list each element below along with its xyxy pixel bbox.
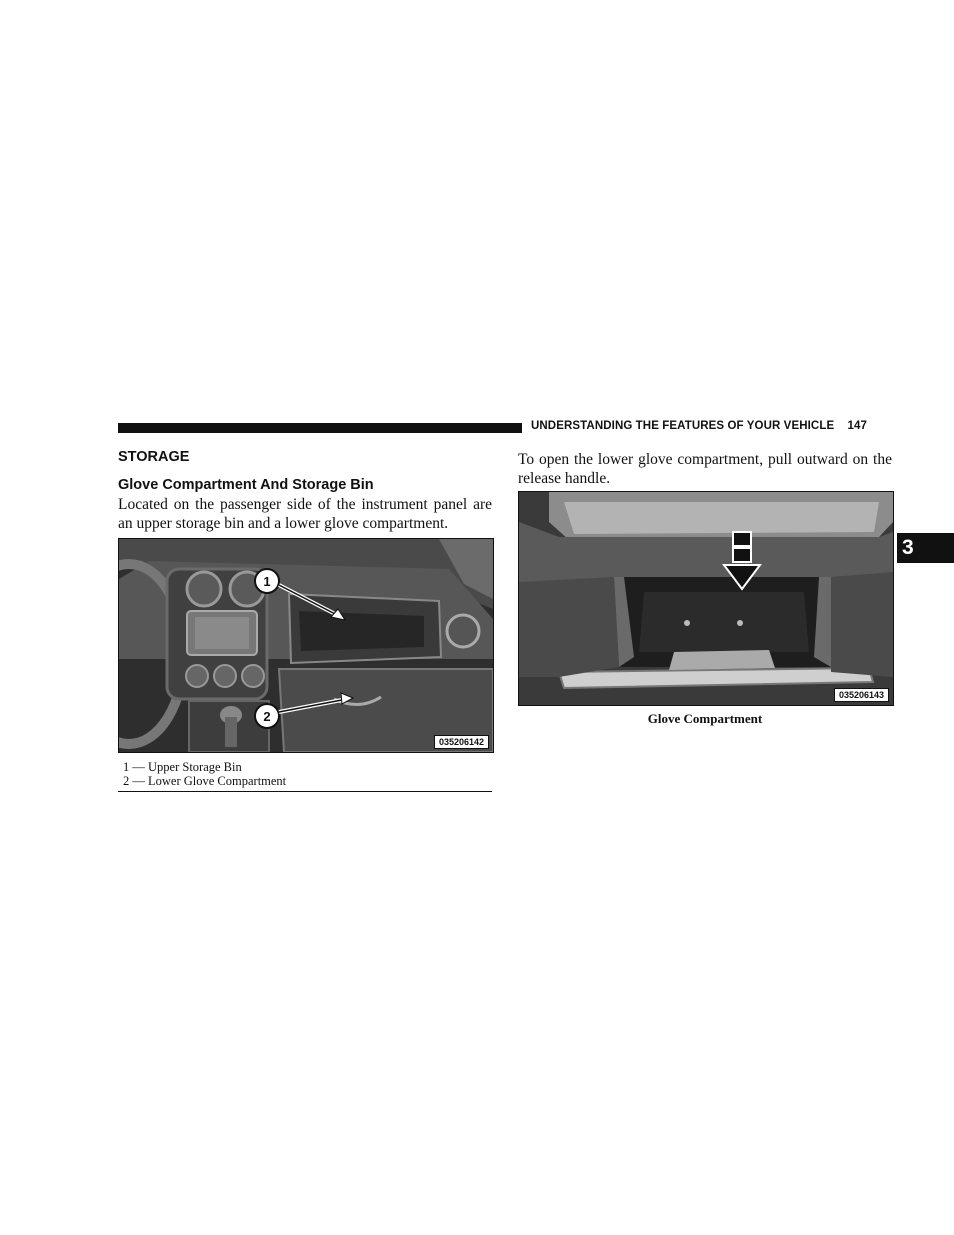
- figure-code: 035206142: [434, 735, 489, 749]
- header-rule: [118, 423, 522, 433]
- header-section-title: UNDERSTANDING THE FEATURES OF YOUR VEHICLE: [531, 420, 835, 432]
- callout-1: 1: [263, 574, 271, 589]
- legend-item: 2 — Lower Glove Compartment: [123, 774, 287, 788]
- instrument-panel-figure: [118, 538, 494, 753]
- section-heading: STORAGE: [118, 449, 190, 465]
- callout-2: 2: [263, 709, 271, 724]
- chapter-tab: 3: [897, 533, 954, 563]
- page-number: 147: [847, 420, 868, 432]
- paragraph-right: To open the lower glove compartment, pull outward on the release handle.: [518, 451, 892, 487]
- figure-legend: [118, 760, 492, 792]
- instrument-panel-illustration: [119, 539, 493, 752]
- figure-code: 035206143: [834, 688, 889, 702]
- legend-item: 1 — Upper Storage Bin: [123, 760, 242, 774]
- figure-caption: Glove Compartment: [647, 711, 763, 726]
- running-header: [531, 420, 891, 436]
- glove-compartment-figure: [518, 491, 894, 706]
- glove-compartment-illustration: [519, 492, 893, 705]
- section-subheading: Glove Compartment And Storage Bin: [118, 477, 374, 493]
- paragraph-left: Located on the passenger side of the instrument panel are an upper storage bin and a lower glove compartment.: [118, 496, 492, 532]
